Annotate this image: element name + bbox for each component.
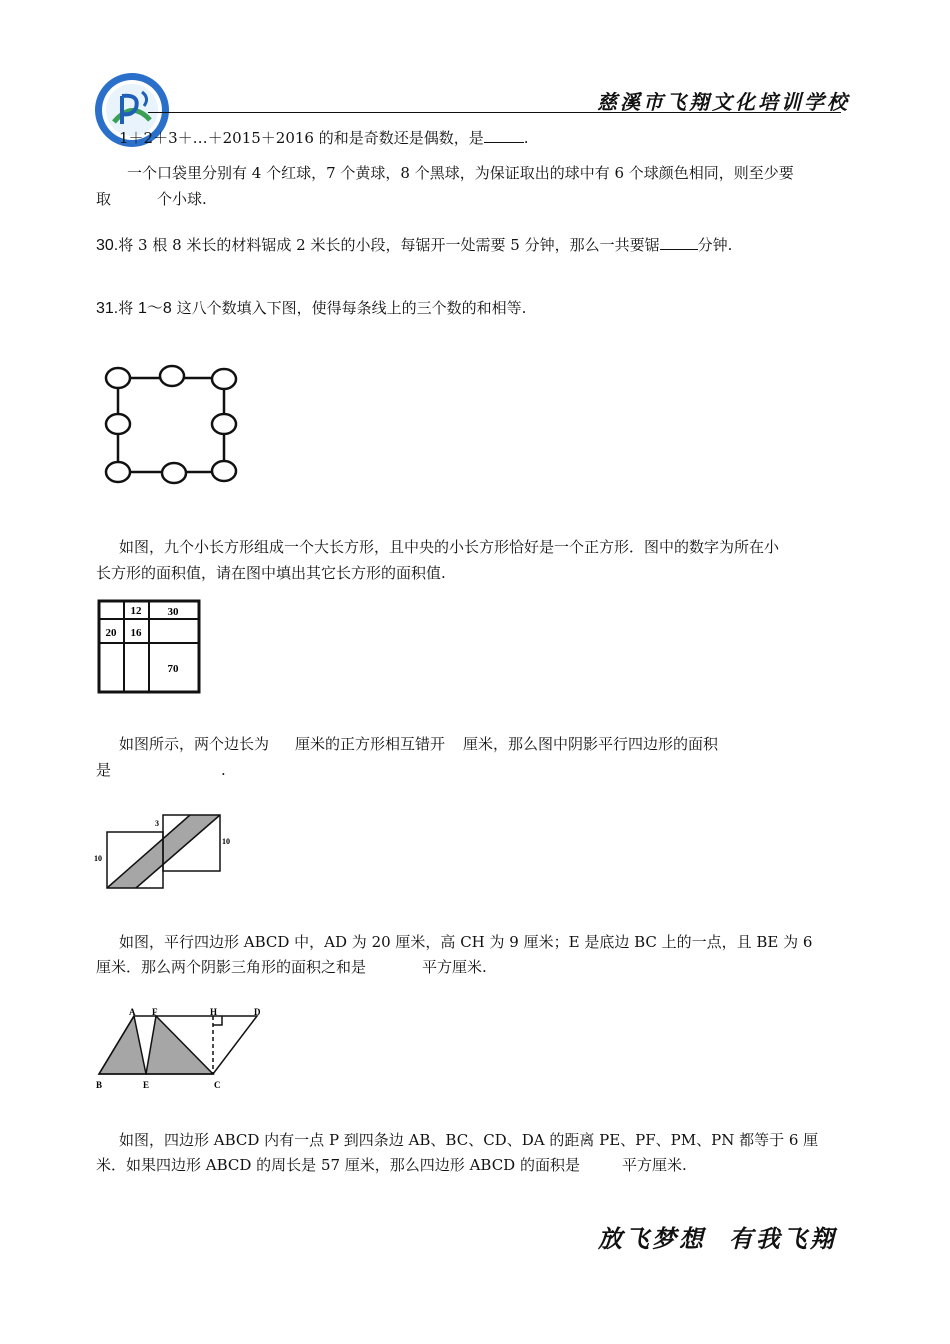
number-range: 1～8 [138,300,172,317]
question-line2b: 平方厘米. [621,1156,687,1174]
question-30 [96,235,732,256]
cell-value: 30 [167,606,179,618]
blank-circle[interactable] [106,462,130,482]
question-text-a: 将 [118,299,139,317]
question-text-b: 这八个数填入下图，使得每条线上的三个数的和相等. [171,299,527,317]
question-rectangles-line2 [96,563,446,583]
question-end: . [523,129,529,147]
cell-value: 12 [130,605,142,617]
point-label: B [96,1080,103,1090]
question-line1: 一个口袋里分别有 4 个红球，7 个黄球，8 个黑球，为保证取出的球中有 6 个球颜色相同，则至少要 [127,164,794,182]
point-label: F [152,1007,158,1017]
point-label: D [254,1007,261,1017]
cell-value: 70 [167,663,179,675]
question-quadrilateral [119,1130,818,1150]
question-line2b: . [221,761,226,779]
question-text-b: 厘米的正方形相互错开 [295,735,446,753]
point-label: C [214,1080,221,1090]
question-number: 31. [96,300,119,317]
blank-circle[interactable] [212,369,236,389]
cell-value: 20 [105,627,117,639]
question-line2b: 平方厘米. [422,958,487,976]
offset-label: 3 [155,819,159,828]
cell-value: 16 [130,627,142,639]
question-31 [96,298,526,319]
question-sum-parity [119,128,529,148]
question-line2b: 个小球. [157,190,207,208]
question-text: 1＋2＋3＋…＋2015＋2016 的和是奇数还是偶数，是 [119,129,484,147]
question-line2: 长方形的面积值，请在图中填出其它长方形的面积值. [96,564,446,582]
blank-circle[interactable] [162,463,186,483]
rectangle-grid-figure [96,598,204,696]
question-end: 分钟. [697,236,733,254]
blank-circle[interactable] [106,414,130,434]
question-parallelogram [119,932,812,952]
question-text: 将 3 根 8 米长的材料锯成 2 米长的小段，每锯开一处需要 5 分钟，那么一共要锯 [118,236,660,254]
question-line1: 如图，九个小长方形组成一个大长方形，且中央的小长方形恰好是一个正方形．图中的数字为所在小 [119,538,780,556]
point-label: H [210,1007,218,1017]
question-line2a: 是 [96,761,112,779]
question-balls [127,163,794,183]
question-line1: 如图，平行四边形 ABCD 中，AD 为 20 厘米，高 CH 为 9 厘米；E 是底边 BC 上的一点，且 BE 为 6 [119,933,813,951]
question-text-c: 厘米，那么图中阴影平行四边形的面积 [463,735,719,753]
footer-slogan: 放飞梦想 有我飞翔 [598,1224,837,1253]
school-name: 慈溪市飞翔文化培训学校 [597,90,850,114]
blank-circle[interactable] [106,368,130,388]
question-squares-line2 [96,760,226,780]
side-label-left: 10 [94,854,102,863]
question-squares [119,734,718,754]
shaded-triangle-right [146,1016,213,1074]
point-label: A [129,1007,136,1017]
shaded-triangle-left [99,1016,146,1074]
circle-square-figure [100,360,245,490]
question-line2a: 取 [96,190,112,208]
blank-circle[interactable] [160,366,184,386]
question-number: 30. [96,237,119,254]
blank-circle[interactable] [212,461,236,481]
answer-blank[interactable] [484,142,524,143]
question-line2a: 厘米．那么两个阴影三角形的面积之和是 [96,958,367,976]
blank-circle[interactable] [212,414,236,434]
point-label: E [143,1080,150,1090]
question-balls-line2 [96,189,207,209]
two-squares-figure [92,812,237,892]
question-parallelogram-line2 [96,957,487,977]
question-rectangles [119,537,779,557]
answer-blank[interactable] [660,249,698,250]
parallelogram-figure [92,1004,272,1096]
question-line1: 如图，四边形 ABCD 内有一点 P 到四条边 AB、BC、CD、DA 的距离 PE、PF、PM、PN 都等于 6 厘 [119,1131,819,1149]
question-line2a: 米．如果四边形 ABCD 的周长是 57 厘米，那么四边形 ABCD 的面积是 [96,1156,580,1174]
question-quadrilateral-line2 [96,1155,687,1175]
side-label-right: 10 [222,837,230,846]
question-text-a: 如图所示，两个边长为 [119,735,270,753]
